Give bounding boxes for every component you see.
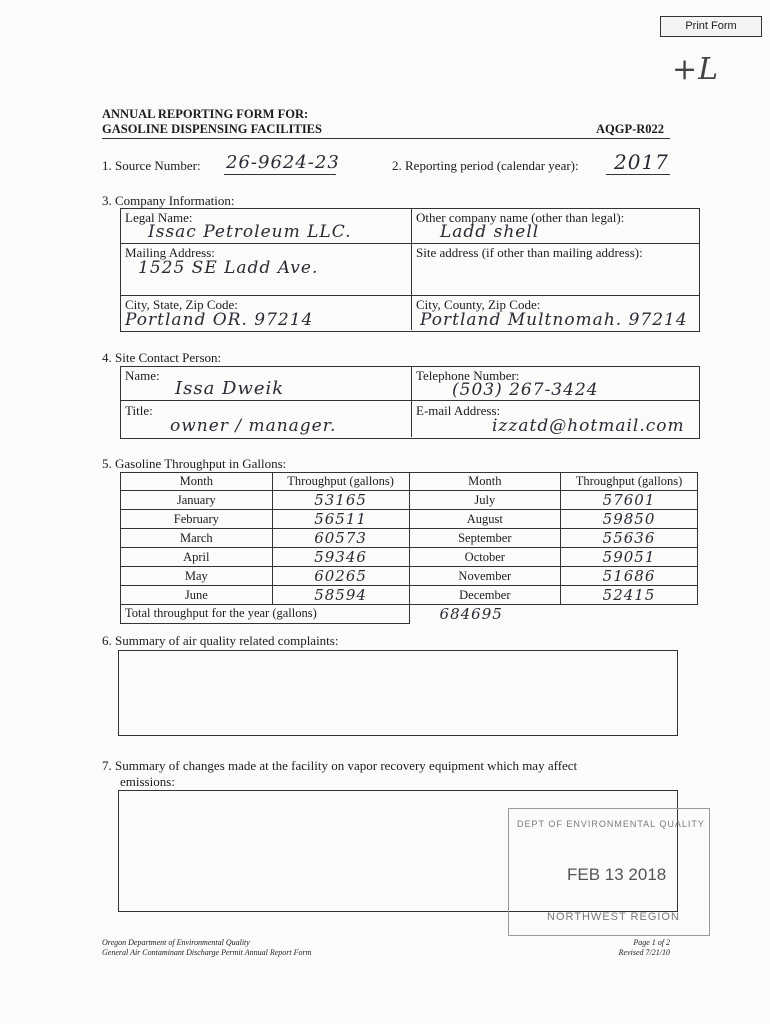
throughput-cell[interactable]: 55636 [561, 529, 698, 548]
source-number-label: 1. Source Number: [102, 158, 201, 173]
form-title-line2: GASOLINE DISPENSING FACILITIES [102, 122, 322, 136]
table-row [121, 586, 698, 605]
site-contact-row-line [120, 400, 699, 401]
form-title-line1: ANNUAL REPORTING FORM FOR: [102, 107, 309, 121]
site-contact-heading: 4. Site Contact Person: [102, 350, 222, 365]
contact-name-value[interactable]: Issa Dweik [175, 378, 285, 399]
table-row [121, 567, 698, 586]
total-row [121, 605, 698, 624]
telephone-label: Telephone Number: [416, 368, 520, 383]
month-cell: June [121, 586, 273, 605]
site-address-label: Site address (if other than mailing address): [416, 245, 643, 260]
footer-page-number: Page 1 of 2 [633, 938, 670, 947]
company-row-line-2 [120, 295, 699, 296]
city-county-zip-label: City, County, Zip Code: [416, 297, 541, 312]
contact-title-label: Title: [125, 403, 153, 418]
stamp-agency: DEPT OF ENVIRONMENTAL QUALITY [517, 819, 705, 829]
footer-right [604, 938, 670, 958]
email-value[interactable]: izzatd@hotmail.com [492, 416, 685, 436]
month-cell: January [121, 491, 273, 510]
month-cell: December [409, 586, 561, 605]
throughput-cell[interactable]: 59051 [561, 548, 698, 567]
city-state-zip-label: City, State, Zip Code: [125, 297, 238, 312]
stamp-date: FEB 13 2018 [567, 865, 667, 884]
throughput-cell[interactable]: 60265 [272, 567, 409, 586]
throughput-cell[interactable]: 58594 [272, 586, 409, 605]
col-month-1: Month [121, 473, 273, 491]
legal-name-label: Legal Name: [125, 210, 193, 225]
changes-heading-line2: emissions: [120, 774, 175, 789]
table-row [121, 548, 698, 567]
complaints-textarea[interactable] [118, 650, 678, 736]
month-cell: August [409, 510, 561, 529]
contact-name-label: Name: [125, 368, 160, 383]
month-cell: April [121, 548, 273, 567]
throughput-cell[interactable]: 57601 [561, 491, 698, 510]
table-row [121, 529, 698, 548]
city-state-zip-value[interactable]: Portland OR. 97214 [125, 310, 314, 330]
city-county-zip-value[interactable]: Portland Multnomah. 97214 [420, 310, 688, 330]
month-cell: February [121, 510, 273, 529]
company-info-heading: 3. Company Information: [102, 193, 235, 208]
contact-title-value[interactable]: owner / manager. [170, 416, 337, 436]
form-title [102, 107, 322, 137]
throughput-cell[interactable]: 59346 [272, 548, 409, 567]
total-label: Total throughput for the year (gallons) [121, 605, 410, 624]
throughput-cell[interactable]: 59850 [561, 510, 698, 529]
month-cell: October [409, 548, 561, 567]
throughput-cell[interactable]: 51686 [561, 567, 698, 586]
throughput-heading: 5. Gasoline Throughput in Gallons: [102, 456, 287, 471]
throughput-cell[interactable]: 56511 [272, 510, 409, 529]
month-cell: May [121, 567, 273, 586]
reporting-period-label: 2. Reporting period (calendar year): [392, 158, 579, 173]
received-stamp [508, 808, 710, 936]
company-row-line-1 [120, 243, 699, 244]
table-row [121, 510, 698, 529]
mailing-address-label: Mailing Address: [125, 245, 215, 260]
source-number-value[interactable]: 26-9624-23 [226, 152, 340, 173]
throughput-cell[interactable]: 60573 [272, 529, 409, 548]
table-row [121, 491, 698, 510]
changes-heading-line1: 7. Summary of changes made at the facility on vapor recovery equipment which may affect [102, 758, 578, 773]
source-number-underline [224, 174, 336, 175]
site-contact-divider [411, 366, 412, 437]
throughput-table [120, 472, 698, 624]
other-name-value[interactable]: Ladd shell [440, 222, 540, 242]
month-cell: September [409, 529, 561, 548]
stamp-region: NORTHWEST REGION [547, 911, 680, 923]
footer-revised-date: Revised 7/21/10 [618, 948, 670, 957]
reporting-period-underline [606, 174, 670, 175]
company-info-divider [411, 208, 412, 330]
footer-agency: Oregon Department of Environmental Quality [102, 938, 250, 947]
email-label: E-mail Address: [416, 403, 501, 418]
legal-name-value[interactable]: Issac Petroleum LLC. [148, 222, 352, 242]
complaints-heading: 6. Summary of air quality related complaints: [102, 633, 339, 648]
other-name-label: Other company name (other than legal): [416, 210, 625, 225]
reporting-period-value[interactable]: 2017 [614, 150, 669, 174]
throughput-cell[interactable]: 53165 [272, 491, 409, 510]
throughput-header-row [121, 473, 698, 491]
col-throughput-2: Throughput (gallons) [561, 473, 698, 491]
print-form-button[interactable]: Print Form [660, 16, 762, 37]
footer-left [102, 938, 311, 958]
throughput-cell[interactable]: 52415 [561, 586, 698, 605]
col-month-2: Month [409, 473, 561, 491]
telephone-value[interactable]: (503) 267-3424 [452, 380, 599, 400]
form-code: AQGP-R022 [596, 122, 665, 136]
footer-form-name: General Air Contaminant Discharge Permit Annual Report Form [102, 948, 312, 957]
month-cell: November [409, 567, 561, 586]
month-cell: March [121, 529, 273, 548]
month-cell: July [409, 491, 561, 510]
col-throughput-1: Throughput (gallons) [272, 473, 409, 491]
header-rule [102, 138, 670, 139]
corner-handwritten-mark: +L [672, 52, 720, 87]
total-value[interactable]: 684695 [439, 605, 503, 623]
mailing-address-value[interactable]: 1525 SE Ladd Ave. [138, 258, 319, 278]
